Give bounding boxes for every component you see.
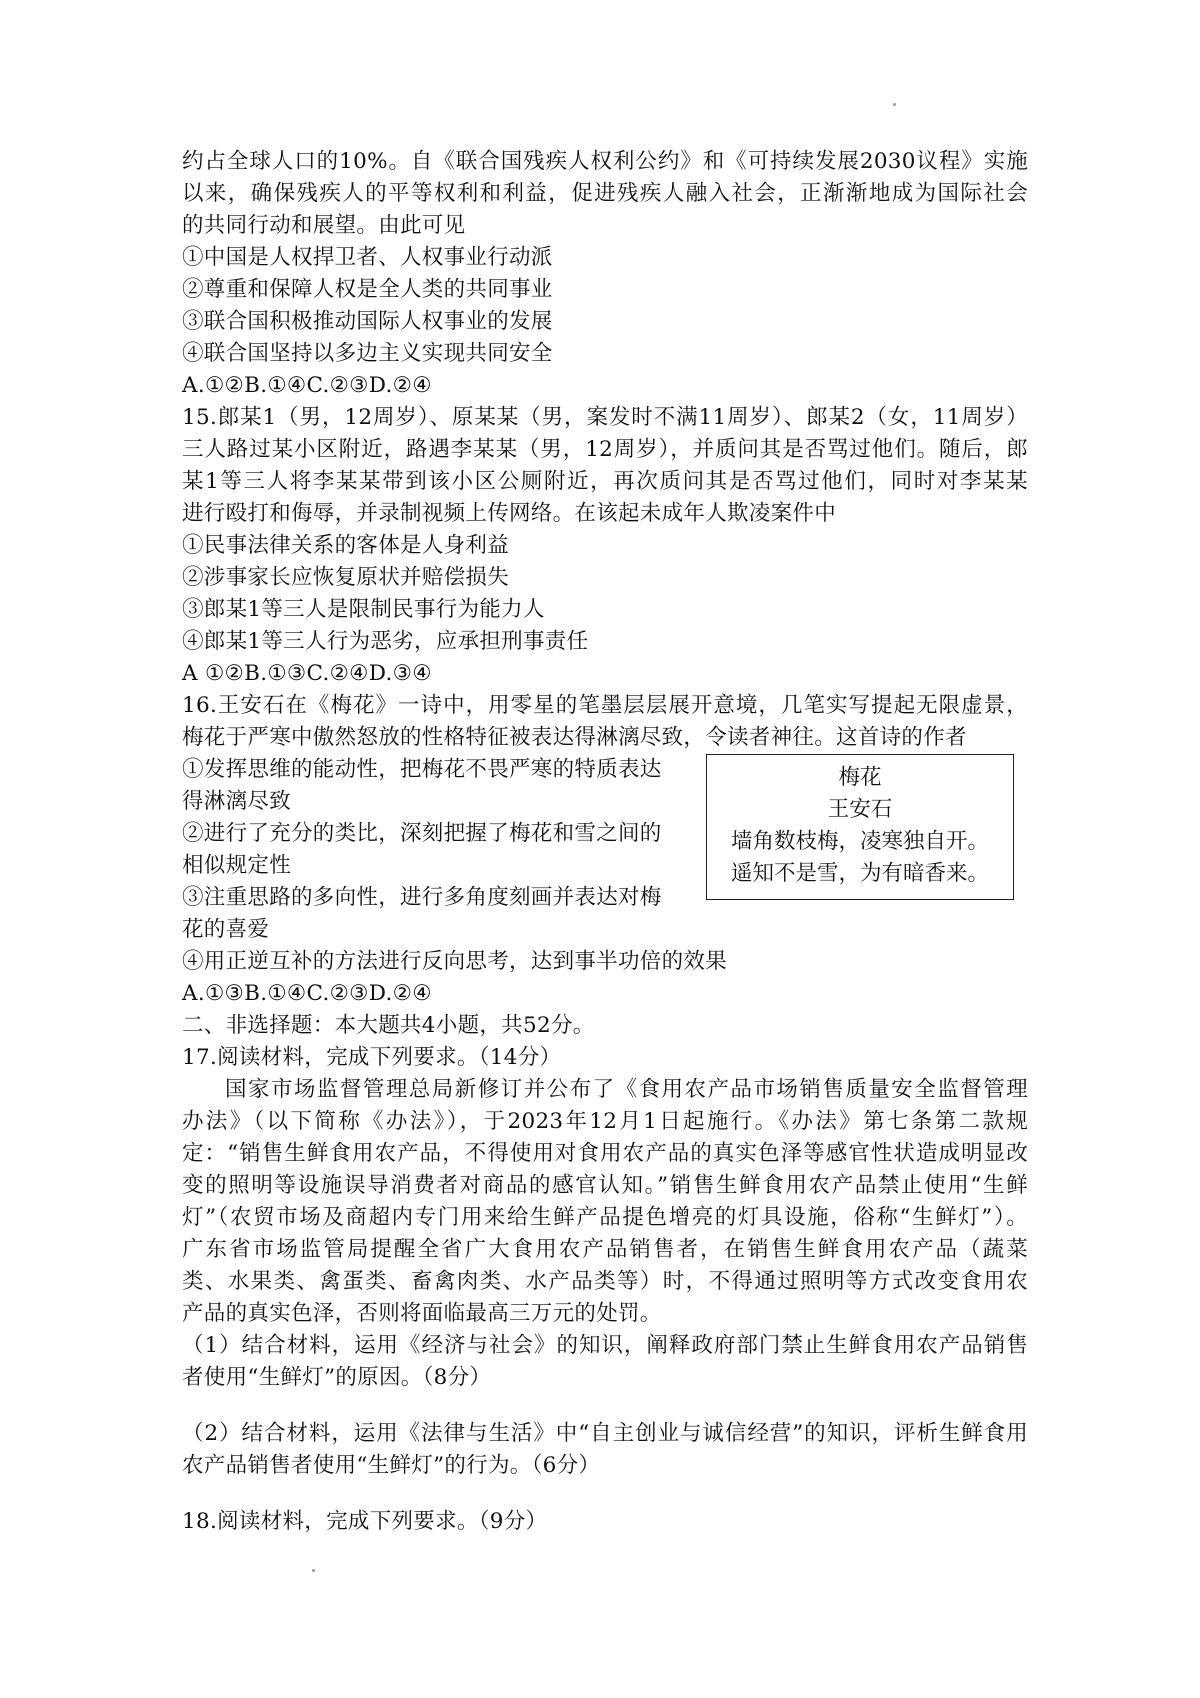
section-heading: 二、非选择题：本大题共4小题，共52分。 xyxy=(182,1013,595,1038)
q17-material-line: 定：“销售生鲜食用农产品，不得使用对食用农产品的真实色泽等感官性状造成明显改 xyxy=(182,1141,1028,1166)
poem-box xyxy=(706,754,1014,900)
q18-heading: 18.阅读材料，完成下列要求。（9分） xyxy=(182,1509,548,1534)
q17-material-line: 广东省市场监管局提醒全省广大食用农产品销售者，在销售生鲜食用农产品（蔬菜 xyxy=(182,1237,1028,1262)
q17-material-line: 类、水果类、禽蛋类、畜禽肉类、水产品类等）时，不得通过照明等方式改变食用农 xyxy=(182,1269,1028,1294)
q14-option: ④联合国坚持以多边主义实现共同安全 xyxy=(182,341,553,366)
q17-material-line: 灯”（农贸市场及商超内专门用来给生鲜产品提色增亮的灯具设施，俗称“生鲜灯”）。 xyxy=(182,1205,1028,1230)
scan-speck xyxy=(893,103,896,106)
q14-option: ③联合国积极推动国际人权事业的发展 xyxy=(182,309,553,334)
q15-stem-line: 进行殴打和侮辱，并录制视频上传网络。在该起未成年人欺凌案件中 xyxy=(182,501,837,526)
q16-option: ①发挥思维的能动性，把梅花不畏严寒的特质表达 xyxy=(182,757,662,782)
q15-stem-line: 15.郎某1（男，12周岁）、原某某（男，案发时不满11周岁）、郎某2（女，11周岁） xyxy=(182,405,1028,430)
q14-option: ①中国是人权捍卫者、人权事业行动派 xyxy=(182,245,553,270)
intro-line: 的共同行动和展望。由此可见 xyxy=(182,213,466,238)
q15-stem-line: 某1等三人将李某某带到该小区公厕附近，再次质问其是否骂过他们，同时对李某某 xyxy=(182,469,1028,494)
q16-option: ④用正逆互补的方法进行反向思考，达到事半功倍的效果 xyxy=(182,949,728,974)
q15-option: ②涉事家长应恢复原状并赔偿损失 xyxy=(182,565,510,590)
q15-option: ④郎某1等三人行为恶劣，应承担刑事责任 xyxy=(182,629,589,654)
intro-line: 约占全球人口的10%。自《联合国残疾人权利公约》和《可持续发展2030议程》实施 xyxy=(182,149,1028,174)
q16-option-cont: 相似规定性 xyxy=(182,853,292,878)
q16-option-cont: 花的喜爱 xyxy=(182,917,270,942)
q15-stem-line: 三人路过某小区附近，路遇李某某（男，12周岁），并质问其是否骂过他们。随后，郎 xyxy=(182,437,1028,462)
q14-answers: A.①②B.①④C.②③D.②④ xyxy=(182,373,432,398)
poem-line: 遥知不是雪，为有暗香来。 xyxy=(730,861,989,886)
q15-answers: A ①②B.①③C.②④D.③④ xyxy=(182,661,432,686)
q15-option: ①民事法律关系的客体是人身利益 xyxy=(182,533,510,558)
q16-option: ②进行了充分的类比，深刻把握了梅花和雪之间的 xyxy=(182,821,662,846)
poem-title: 梅花 xyxy=(838,765,882,790)
q17-sub1: （1）结合材料，运用《经济与社会》的知识，阐释政府部门禁止生鲜食用农产品销售 xyxy=(182,1333,1028,1358)
q14-option: ②尊重和保障人权是全人类的共同事业 xyxy=(182,277,553,302)
q17-heading: 17.阅读材料，完成下列要求。（14分） xyxy=(182,1045,562,1070)
q17-material-line: 变的照明等设施误导消费者对商品的感官认知。”销售生鲜食用农产品禁止使用“生鲜 xyxy=(182,1173,1028,1198)
intro-line: 以来，确保残疾人的平等权利和利益，促进残疾人融入社会，正渐渐地成为国际社会 xyxy=(182,181,1028,206)
q17-sub2: 农产品销售者使用“生鲜灯”的行为。（6分） xyxy=(182,1453,601,1478)
poem-author: 王安石 xyxy=(827,797,893,822)
q17-sub2: （2）结合材料，运用《法律与生活》中“自主创业与诚信经营”的知识，评析生鲜食用 xyxy=(182,1421,1028,1446)
poem-line: 墙角数枝梅，凌寒独自开。 xyxy=(730,829,989,854)
q16-stem-line: 梅花于严寒中傲然怒放的性格特征被表达得淋漓尽致，令读者神往。这首诗的作者 xyxy=(182,725,967,750)
q17-sub1: 者使用“生鲜灯”的原因。（8分） xyxy=(182,1365,492,1390)
q16-option-cont: 得淋漓尽致 xyxy=(182,789,292,814)
q17-material-line: 产品的真实色泽，否则将面临最高三万元的处罚。 xyxy=(182,1301,662,1326)
q16-stem-line: 16.王安石在《梅花》一诗中，用零星的笔墨层层展开意境，几笔实写提起无限虚景， xyxy=(182,693,1028,718)
q17-material-line: 国家市场监督管理总局新修订并公布了《食用农产品市场销售质量安全监督管理 xyxy=(225,1077,1028,1102)
q15-option: ③郎某1等三人是限制民事行为能力人 xyxy=(182,597,545,622)
scan-speck xyxy=(312,1569,315,1572)
q16-option: ③注重思路的多向性，进行多角度刻画并表达对梅 xyxy=(182,885,662,910)
q17-material-line: 办法》（以下简称《办法》），于2023年12月1日起施行。《办法》第七条第二款规 xyxy=(182,1109,1028,1134)
q16-answers: A.①③B.①④C.②③D.②④ xyxy=(182,981,432,1006)
